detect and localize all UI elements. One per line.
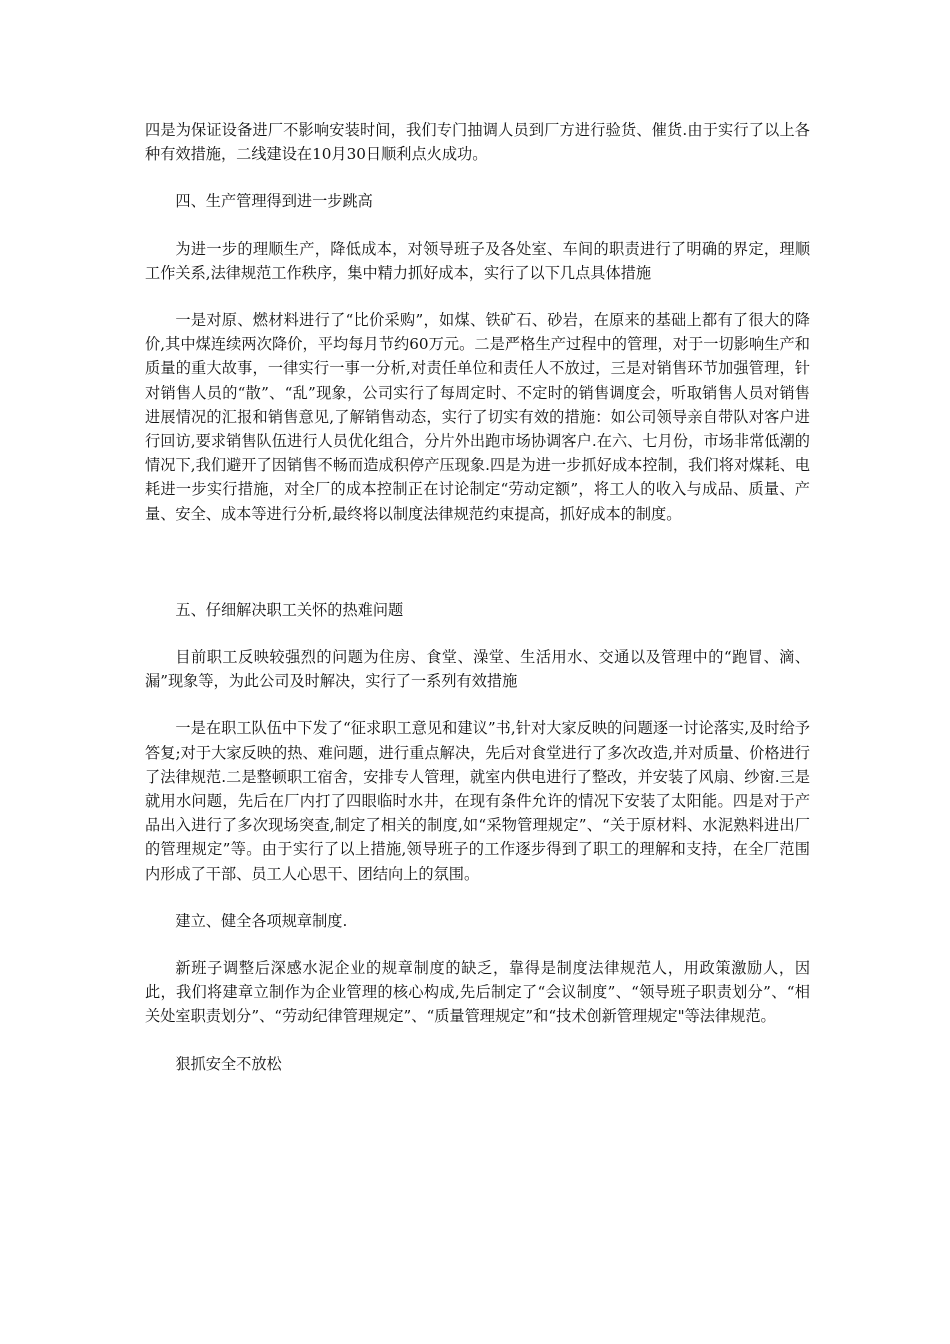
paragraph-regulations: 新班子调整后深感水泥企业的规章制度的缺乏，靠得是制度法律规范人，用政策激励人，因此，我们将建章立制作为企业管理的核心构成,先后制定了“会议制度”、“领导班子职责划分”、“相关处室职责划分”、“劳动纪律管理规定”、“质量管理规定”和“技术创新管理规定"等法律规范。 [145, 959, 810, 1026]
paragraph-spacer [145, 1029, 810, 1052]
paragraph-spacer [145, 933, 810, 956]
paragraph-spacer [145, 214, 810, 237]
section-heading-regulations: 建立、健全各项规章制度. [175, 911, 348, 930]
document-body [145, 118, 810, 1076]
paragraph-employee-issues: 目前职工反映较强烈的问题为住房、食堂、澡堂、生活用水、交通以及管理中的“跑冒、滴、漏”现象等，为此公司及时解决，实行了一系列有效措施 [145, 648, 810, 691]
paragraph-production-measures: 一是对原、燃材料进行了“比价采购”，如煤、铁矿石、砂岩，在原来的基础上都有了很大的降价,其中煤连续两次降价，平均每月节约60万元。二是严格生产过程中的管理，对于一切影响生产和质量的重大故事，一律实行一事一分析,对责任单位和责任人不放过，三是对销售环节加强管理，针对销售人员的“散”、“乱”现象，公司实行了每周定时、不定时的销售调度会，听取销售人员对销售进展情况的汇报和销售意见,了解销售动态，实行了切实有效的措施：如公司领导亲自带队对客户进行回访,要求销售队伍进行人员优化组合，分片外出跑市场协调客户.在六、七月份，市场非常低潮的情况下,我们避开了因销售不畅而造成积停产压现象.四是为进一步抓好成本控制，我们将对煤耗、电耗进一步实行措施，对全厂的成本控制正在讨论制定“劳动定额”，将工人的收入与成品、质量、产量、安全、成本等进行分析,最终将以制度法律规范约束提高，抓好成本的制度。 [145, 311, 810, 523]
section-heading-safety: 狠抓安全不放松 [175, 1054, 282, 1073]
section-heading-employee-concerns: 五、仔细解决职工关怀的热难问题 [175, 600, 404, 619]
paragraph-equipment-inspection: 四是为保证设备进厂不影响安装时间，我们专门抽调人员到厂方进行验货、催货.由于实行了以上各种有效措施，二线建设在10月30日顺利点火成功。 [145, 121, 810, 164]
section-heading-production-management: 四、生产管理得到进一步跳高 [175, 192, 373, 211]
paragraph-spacer [145, 693, 810, 716]
paragraph-spacer [145, 166, 810, 189]
paragraph-spacer [145, 285, 810, 308]
section-spacer [145, 526, 810, 598]
paragraph-employee-measures: 一是在职工队伍中下发了“征求职工意见和建议”书,针对大家反映的问题逐一讨论落实,及时给予答复;对于大家反映的热、难问题，进行重点解决，先后对食堂进行了多次改造,并对质量、价格进行了法律规范.二是整顿职工宿舍，安排专人管理，就室内供电进行了整改，并安装了风扇、纱窗.三是就用水问题，先后在厂内打了四眼临时水井，在现有条件允许的情况下安装了太阳能。四是对于产品出入进行了多次现场突查,制定了相关的制度,如“采物管理规定”、“关于原材料、水泥熟料进出厂的管理规定”等。由于实行了以上措施,领导班子的工作逐步得到了职工的理解和支持，在全厂范围内形成了干部、员工人心思干、团结向上的氛围。 [145, 719, 810, 883]
paragraph-spacer [145, 886, 810, 909]
paragraph-spacer [145, 622, 810, 645]
paragraph-production-intro: 为进一步的理顺生产，降低成本，对领导班子及各处室、车间的职责进行了明确的界定，理顺工作关系,法律规范工作秩序，集中精力抓好成本，实行了以下几点具体措施 [145, 239, 810, 282]
